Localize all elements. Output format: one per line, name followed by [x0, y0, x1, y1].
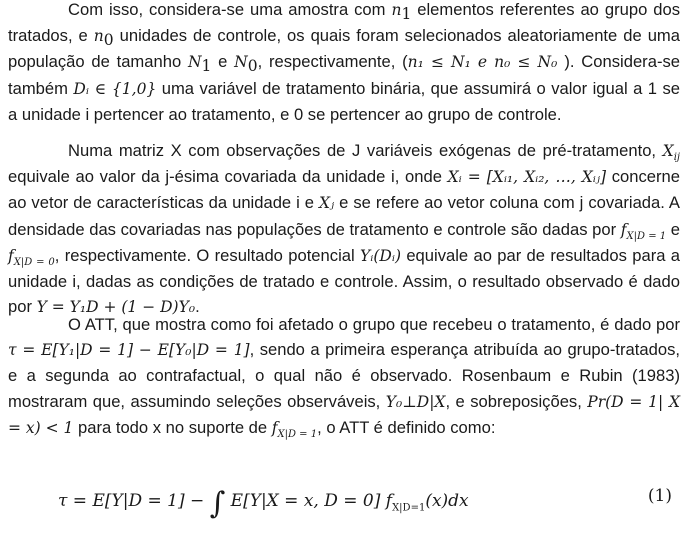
math-Xj: Xⱼ [319, 194, 335, 213]
math-f-treated: $f_{X|D = 1}$ [620, 220, 667, 242]
paragraph-att [8, 312, 680, 441]
text-run: O ATT, que mostra como foi afetado o grupo que recebeu o tratamento, é dado por [68, 315, 680, 334]
text-run: Com isso, considera-se uma amostra com [68, 0, 392, 19]
integral-symbol: ∫ [209, 486, 226, 521]
math-Xi-vector: Xᵢ = [Xᵢ₁, Xᵢ₂, …, Xᵢⱼ] [447, 168, 607, 187]
text-run: , sendo a primeira esperança atribuída ao grupo-tratados, e a segunda ao contrafactual, o qual não é observado. Rosenbaum e Rubin (1983) mostraram que, assumindo seleções observáveis, [8, 340, 680, 411]
math-n1: $n_1$ [391, 1, 412, 24]
math-condition: n₁ ≤ N₁ e n₀ ≤ N₀ [407, 53, 565, 72]
math-N0: $N_0$ [234, 53, 258, 76]
equation-att [58, 486, 469, 521]
math-N1: $N_1$ [187, 53, 212, 76]
text-run: , respectivamente, ( [257, 52, 408, 72]
equation-subscript: X|D=1 [392, 502, 426, 514]
math-f-control: $f_{X|D = 0}$ [8, 246, 55, 268]
math-potential-outcome: Yᵢ(Dᵢ) [360, 246, 401, 265]
math-n0: $n_0$ [93, 27, 114, 50]
paragraph-sample [8, 0, 680, 127]
equation-tail: (x)dx [425, 491, 469, 511]
text-run: e [666, 219, 680, 239]
text-run: ). Considera-se também [8, 52, 680, 98]
text-run: , o ATT é definido como: [317, 417, 496, 437]
text-run: elementos referentes ao grupo dos tratados, e [8, 0, 680, 46]
math-overlap: Pr(D = 1| X = x) < 1 [8, 392, 681, 437]
text-run: e [211, 52, 235, 72]
math-observed-outcome: Y = Y₁D + (1 − D)Y₀ [36, 298, 196, 317]
text-run: Numa matriz X com observações de J variáveis exógenas de pré-tratamento, [68, 141, 663, 160]
math-independence: Y₀⊥D|X [385, 392, 446, 411]
text-run: , e sobreposições, [445, 391, 588, 411]
text-run: equivale ao par de resultados para a unidade i, dadas as condições de tratado e controle. Assim, o resultado observado é dado por [8, 245, 680, 317]
text-run: concerne ao vetor de características da unidade i e [8, 167, 681, 213]
text-run: para todo x no suporte de [73, 417, 272, 437]
text-run: e se refere ao vetor coluna com j covariada. A densidade das covariadas nas populações de tratamento e controle são dadas por [8, 193, 680, 239]
math-treatment-set: Dᵢ ∈ {1,0} [73, 79, 157, 98]
text-run: uma variável de tratamento binária, que assumirá o valor igual a 1 se a unidade i pertencer ao tratamento, e 0 se pertencer ao grupo de controle. [8, 78, 680, 124]
text-run: unidades de controle, os quais foram selecionados aleatoriamente de uma população de tamanho [8, 26, 680, 72]
equation-rhs: E[Y|X = x, D = 0] f [225, 491, 393, 511]
equation-number: (1) [647, 486, 672, 506]
text-run: . [195, 297, 200, 317]
math-tau-definition: τ = E[Y₁|D = 1] − E[Y₀|D = 1] [8, 341, 250, 360]
math-Xij: $X_{ij}$ [662, 142, 680, 164]
math-f-support: $f_{X|D = 1}$ [271, 418, 318, 440]
text-run: equivale ao valor da j-ésima covariada da unidade i, onde [8, 167, 448, 187]
text-run: , respectivamente. O resultado potencial [54, 245, 360, 265]
paragraph-covariates [8, 138, 680, 320]
equation-lhs: τ = E[Y|D = 1] − [58, 491, 210, 511]
